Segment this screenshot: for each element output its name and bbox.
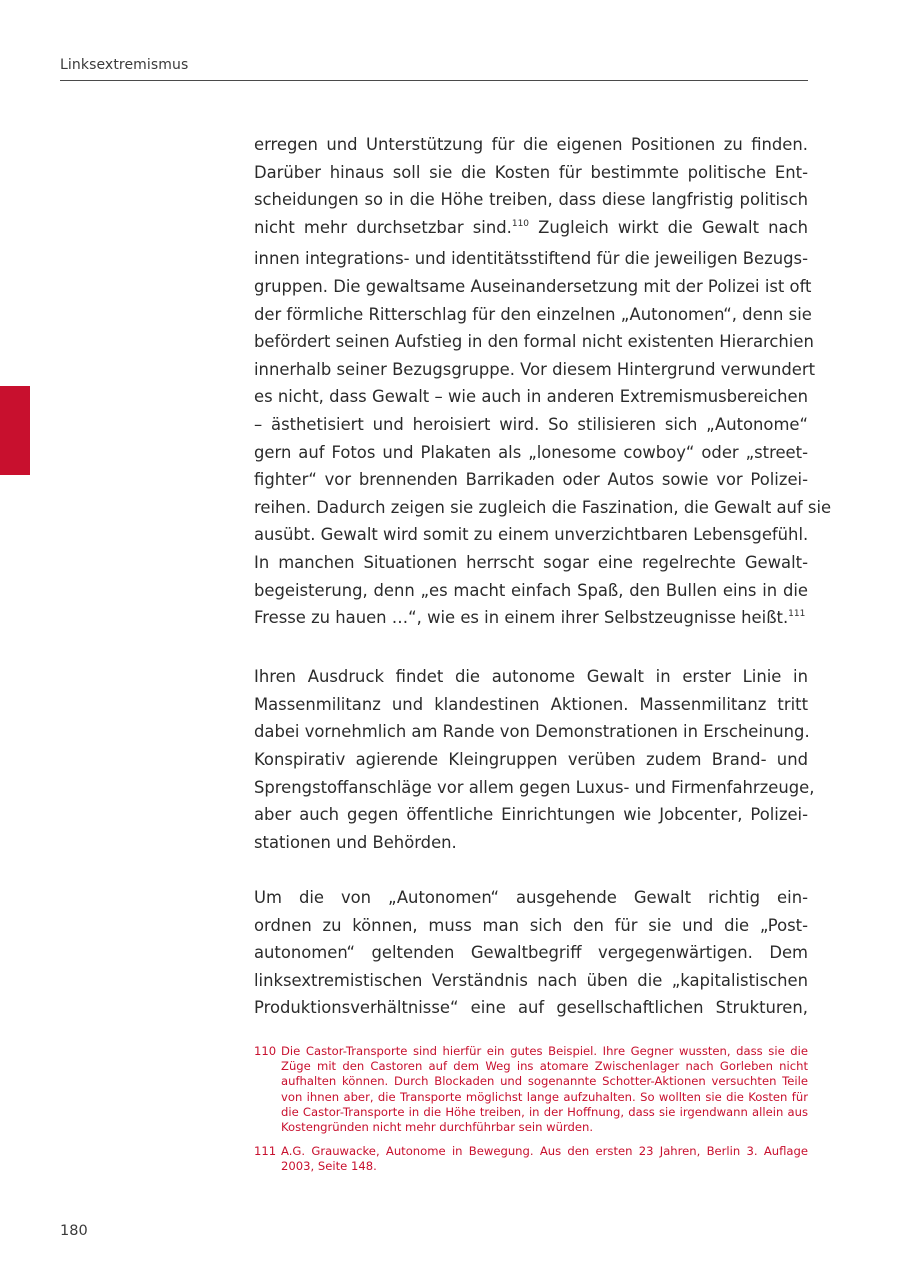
text-line: Um die von „Autonomen“ ausgehende Gewalt richtig ein- — [254, 888, 808, 908]
body-paragraph — [254, 131, 832, 636]
footnote-line: A.G. Grauwacke, Autonome in Bewegung. Aus den ersten 23 Jahren, Berlin 3. Auflage — [281, 1144, 808, 1159]
text-line: fighter“ vor brennenden Barrikaden oder Autos sowie vor Polizei- — [254, 470, 808, 490]
text-line: befördert seinen Aufstieg in den formal nicht existenten Hierarchien — [254, 332, 814, 352]
text-line: erregen und Unterstützung für die eigenen Positionen zu finden. — [254, 135, 808, 154]
footnote-111 — [254, 1144, 808, 1174]
text-line: ausübt. Gewalt wird somit zu einem unverzichtbaren Lebensgefühl. — [254, 525, 809, 545]
footnote-line: aufhalten können. Durch Blockaden und sogenannte Schotter-Aktionen versuchten Teile — [281, 1074, 808, 1089]
footnote-reference: 111 — [788, 609, 806, 620]
text-line: gern auf Fotos und Plakaten als „lonesome cowboy“ oder „street- — [254, 442, 808, 462]
body-text-column — [254, 131, 832, 1022]
text-line: es nicht, dass Gewalt – wie auch in anderen Extremismusbereichen — [254, 387, 808, 407]
footnote-line: von ihnen aber, die Transporte möglichst lange aufzuhalten. So wollten sie die Kosten für — [281, 1089, 808, 1104]
text-line: ordnen zu können, muss man sich den für sie und die „Post- — [254, 915, 808, 935]
text-line: Ihren Ausdruck findet die autonome Gewalt in erster Linie in — [254, 667, 808, 687]
text-line: innen integrations- und identitätsstiftend für die jeweiligen Bezugs- — [254, 249, 808, 269]
footnote-line: die Castor-Transporte in die Höhe treiben, in der Hoffnung, dass sie irgendwann allein aus — [281, 1104, 808, 1119]
body-paragraph — [254, 884, 808, 1022]
footnote-line: Züge mit den Castoren auf dem Weg ins atomare Zwischenlager nach Gorleben nicht — [281, 1059, 808, 1074]
text-line: innerhalb seiner Bezugsgruppe. Vor diesem Hintergrund verwundert — [254, 359, 816, 379]
footnote-text — [281, 1144, 808, 1174]
footnotes — [254, 1044, 808, 1184]
text-line: Konspirativ agierende Kleingruppen verüben zudem Brand- und — [254, 750, 808, 770]
chapter-marker-tab — [0, 386, 30, 475]
text-line: begeisterung, denn „es macht einfach Spaß, den Bullen eins in die — [254, 580, 808, 600]
text-line: nicht mehr durchsetzbar sind.$^{110}$ Zugleich wirkt die Gewalt nach — [254, 217, 808, 237]
body-paragraph — [254, 663, 815, 856]
text-line: Sprengstoffanschläge vor allem gegen Luxus- und Firmenfahrzeuge, — [254, 777, 815, 797]
text-line: scheidungen so in die Höhe treiben, dass diese langfristig politisch — [254, 190, 808, 210]
footnote-number: 111 — [254, 1144, 277, 1159]
text-line: In manchen Situationen herrscht sogar eine regelrechte Gewalt- — [254, 552, 808, 572]
text-line: dabei vornehmlich am Rande von Demonstrationen in Erscheinung. — [254, 722, 810, 742]
page-number: 180 — [60, 1223, 88, 1239]
text-line: – ästhetisiert und heroisiert wird. So stilisieren sich „Autonome“ — [254, 414, 808, 434]
text-line: Produktionsverhältnisse“ eine auf gesellschaftlichen Strukturen, — [254, 998, 808, 1018]
text-line: autonomen“ geltenden Gewaltbegriff vergegenwärtigen. Dem — [254, 943, 808, 963]
text-line: stationen und Behörden. — [254, 832, 457, 852]
text-line: reihen. Dadurch zeigen sie zugleich die Faszination, die Gewalt auf sie — [254, 497, 832, 517]
text-line: Fresse zu hauen …“, wie es in einem ihrer Selbstzeugnisse heißt.$^{111}$ — [254, 608, 806, 628]
footnote-110 — [254, 1044, 808, 1135]
footnote-line: 2003, Seite 148. — [281, 1159, 377, 1174]
running-title: Linksextremismus — [60, 57, 189, 73]
footnote-reference: 110 — [511, 218, 530, 229]
footnote-line: Die Castor-Transporte sind hierfür ein gutes Beispiel. Ihre Gegner wussten, dass sie die — [281, 1044, 808, 1058]
footnote-number: 110 — [254, 1044, 277, 1058]
text-line: linksextremistischen Verständnis nach üben die „kapitalistischen — [254, 970, 808, 990]
text-line: aber auch gegen öffentliche Einrichtungen wie Jobcenter, Polizei- — [254, 805, 808, 825]
footnote-text — [281, 1044, 808, 1135]
text-line: gruppen. Die gewaltsame Auseinandersetzung mit der Polizei ist oft — [254, 276, 812, 296]
text-line: der förmliche Ritterschlag für den einzelnen „Autonomen“, denn sie — [254, 304, 812, 324]
header-divider — [60, 80, 808, 81]
text-line: Darüber hinaus soll sie die Kosten für bestimmte politische Ent- — [254, 162, 808, 182]
text-line: Massenmilitanz und klandestinen Aktionen. Massenmilitanz tritt — [254, 694, 808, 714]
footnote-line: Kostengründen nicht mehr durchführbar sein würden. — [281, 1120, 594, 1135]
